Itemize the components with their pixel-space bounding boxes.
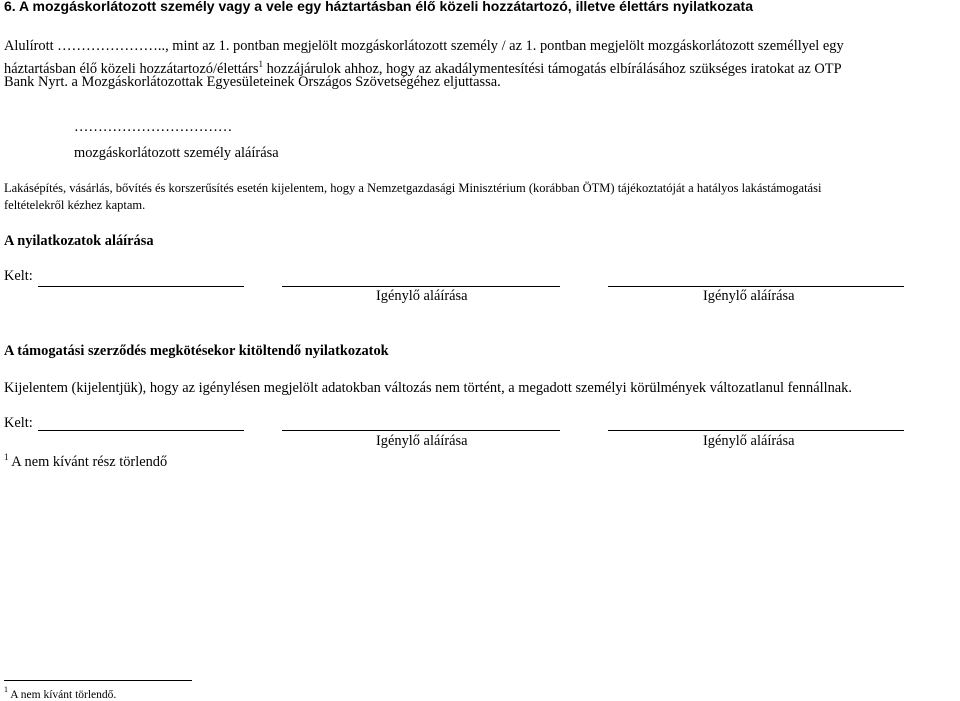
signature-dots: ……………………………: [74, 119, 233, 135]
deletion-note: [4, 452, 167, 471]
kelt-line-2[interactable]: [38, 430, 244, 431]
kelt-label-1: Kelt:: [4, 268, 33, 284]
applicant-signature-2a: Igénylő aláírása: [376, 433, 468, 449]
consent-line-1: Alulírott ………………….., mint az 1. pontban megjelölt mozgáskorlátozott személy / az 1. pontban megjelölt mozgáskorlátozott személlyel egy: [4, 38, 844, 54]
nyilatkozatok-heading: A nyilatkozatok aláírása: [4, 233, 154, 249]
footnote: [4, 685, 116, 701]
applicant-signature-1a: Igénylő aláírása: [376, 288, 468, 304]
housing-line-2: feltételekről kézhez kaptam.: [4, 198, 146, 212]
kelt-line-1[interactable]: [38, 286, 244, 287]
deletion-note-sup: 1: [4, 452, 9, 462]
consent-line-2a: háztartásban élő közeli hozzátartozó/élettárs: [4, 61, 259, 77]
section-title: 6. A mozgáskorlátozott személy vagy a vele egy háztartásban élő közeli hozzátartozó, illetve élettárs nyilatkozata: [4, 0, 753, 14]
kelt-label-2: Kelt:: [4, 415, 33, 431]
footnote-sup: 1: [4, 685, 8, 694]
declaration-text: Kijelentem (kijelentjük), hogy az igénylésen megjelölt adatokban változás nem történt, a megadott személyi körülmények változatlanul fennállnak.: [4, 380, 852, 396]
housing-line-1: Lakásépítés, vásárlás, bővítés és korszerűsítés esetén kijelentem, hogy a Nemzetgazdasági Minisztérium (korábban ÖTM) tájékoztatóját a hatályos lakástámogatási: [4, 181, 822, 195]
consent-line-3: Bank Nyrt. a Mozgáskorlátozottak Egyesületeinek Országos Szövetségéhez eljuttassa.: [4, 74, 501, 90]
signature-line-2b[interactable]: [608, 430, 904, 431]
signature-line-1b[interactable]: [608, 286, 904, 287]
applicant-signature-2b: Igénylő aláírása: [703, 433, 795, 449]
applicant-signature-1b: Igénylő aláírása: [703, 288, 795, 304]
signature-label: mozgáskorlátozott személy aláírása: [74, 145, 279, 161]
signature-line-1a[interactable]: [282, 286, 560, 287]
footnote-separator: [4, 680, 192, 681]
deletion-note-text: A nem kívánt rész törlendő: [8, 454, 168, 470]
tamogatasi-heading: A támogatási szerződés megkötésekor kitöltendő nyilatkozatok: [4, 343, 389, 359]
consent-line-2b: hozzájárulok ahhoz, hogy az akadálymentesítési támogatás elbírálásához szükséges iratokat az OTP: [263, 61, 842, 77]
signature-line-2a[interactable]: [282, 430, 560, 431]
footnote-text: A nem kívánt törlendő.: [8, 689, 117, 701]
footnote-ref: 1: [258, 59, 263, 69]
